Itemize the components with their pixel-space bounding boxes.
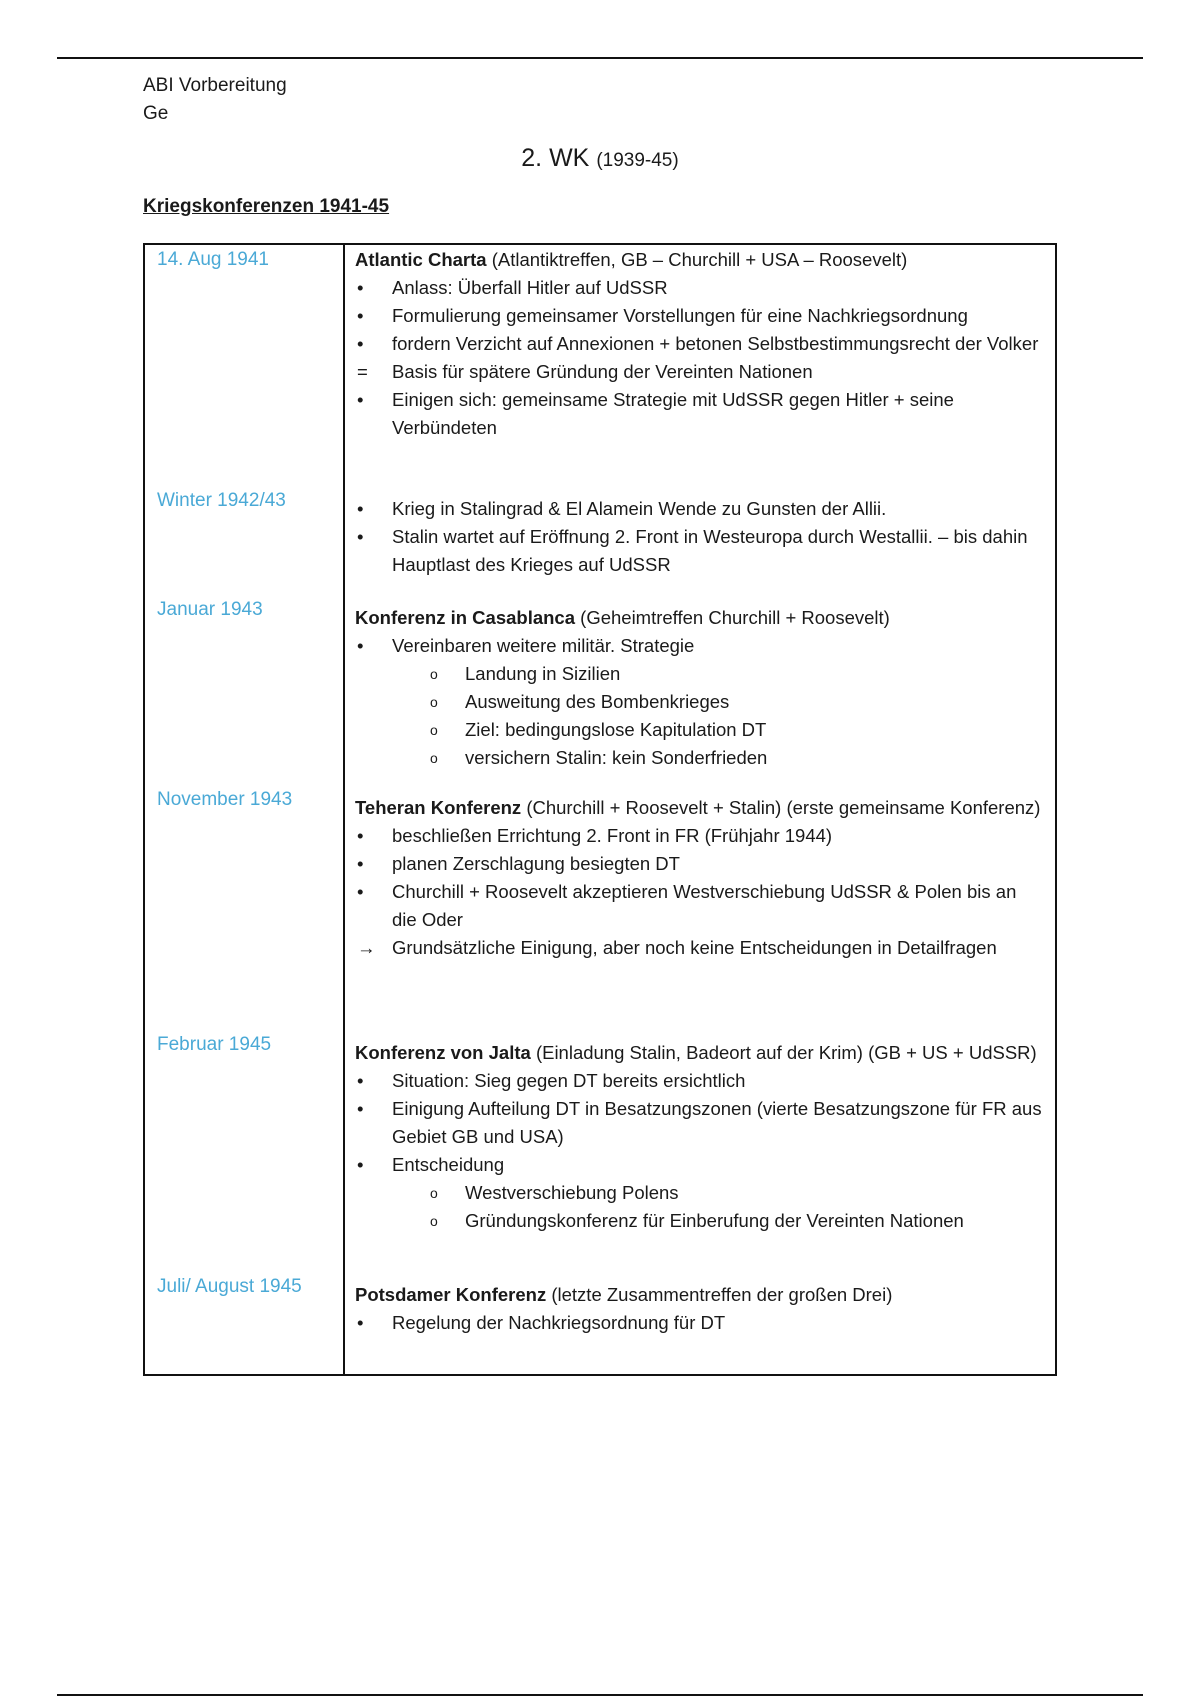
entry-content [355, 495, 1045, 579]
circle-bullet-mark: o [430, 722, 438, 738]
entry-title: Konferenz von Jalta [355, 1042, 531, 1063]
equals-mark: = [357, 361, 368, 382]
entry-heading-note: (letzte Zusammentreffen der großen Drei) [551, 1284, 893, 1305]
sub-list-item [355, 688, 1045, 716]
list-item-text: Basis für spätere Gründung der Vereinten Nationen [392, 361, 813, 382]
list-item [355, 302, 1045, 330]
sub-list-item-text: Ausweitung des Bombenkrieges [465, 691, 730, 712]
list-item [355, 523, 1045, 579]
list-item [355, 822, 1045, 850]
list-item [355, 1095, 1045, 1151]
list-item [355, 330, 1045, 358]
circle-bullet-mark: o [430, 666, 438, 682]
entry-content [355, 794, 1045, 962]
bullet-mark: • [357, 305, 364, 326]
sub-list-item [355, 1207, 1045, 1235]
entry-heading-note: (Atlantiktreffen, GB – Churchill + USA – Roosevelt) [491, 249, 908, 270]
bullet-mark: • [357, 1154, 364, 1175]
bullet-mark: • [357, 853, 364, 874]
entry-date: Juli/ August 1945 [157, 1276, 302, 1297]
list-item [355, 632, 1045, 660]
section-heading: Kriegskonferenzen 1941-45 [143, 196, 390, 217]
bullet-mark: • [357, 1098, 364, 1119]
entry-content [355, 1281, 1045, 1337]
sub-list-item-text: Gründungskonferenz für Einberufung der Vereinten Nationen [465, 1210, 964, 1231]
list-item-text: beschließen Errichtung 2. Front in FR (Frühjahr 1944) [392, 825, 833, 846]
list-item-text: Vereinbaren weitere militär. Strategie [392, 635, 695, 656]
entry-date: November 1943 [157, 789, 293, 810]
bullet-mark: • [357, 881, 364, 902]
list-item [355, 495, 1045, 523]
document-header [143, 72, 287, 128]
header-line-2: Ge [143, 103, 169, 124]
entry-heading [355, 604, 1045, 632]
list-item [355, 1309, 1045, 1337]
list-item-text: planen Zerschlagung besiegten DT [392, 853, 680, 874]
top-rule [57, 57, 1143, 59]
entry-heading-note: (Geheimtreffen Churchill + Roosevelt) [580, 607, 890, 628]
list-item [355, 878, 1045, 934]
bullet-mark: • [357, 635, 364, 656]
bottom-rule [57, 1694, 1143, 1696]
sub-list-item-text: versichern Stalin: kein Sonderfrieden [465, 747, 768, 768]
bullet-mark: • [357, 1070, 364, 1091]
entry-date: Januar 1943 [157, 599, 263, 620]
list-item [355, 386, 1045, 442]
list-item [355, 274, 1045, 302]
header-line-1: ABI Vorbereitung [143, 75, 287, 96]
list-item-text: Formulierung gemeinsamer Vorstellungen für eine Nachkriegsordnung [392, 305, 968, 326]
list-item-text: fordern Verzicht auf Annexionen + betonen Selbstbestimmungsrecht der Volker [392, 333, 1039, 354]
bullet-mark: • [357, 389, 364, 410]
list-item-text: Situation: Sieg gegen DT bereits ersichtlich [392, 1070, 746, 1091]
entry-content [355, 246, 1045, 442]
sub-list-item [355, 716, 1045, 744]
entry-title: Potsdamer Konferenz [355, 1284, 547, 1305]
list-item-text: Einigen sich: gemeinsame Strategie mit UdSSR gegen Hitler + seine Verbündeten [392, 389, 954, 438]
conference-timeline-table [143, 243, 1057, 1376]
entry-title: Konferenz in Casablanca [355, 607, 576, 628]
bullet-mark: • [357, 277, 364, 298]
list-item [355, 934, 1045, 962]
arrow-right-icon: → [357, 937, 376, 958]
list-item [355, 1151, 1045, 1179]
sub-list-item-text: Landung in Sizilien [465, 663, 621, 684]
list-item-text: Regelung der Nachkriegsordnung für DT [392, 1312, 726, 1333]
list-item-text: Churchill + Roosevelt akzeptieren Westverschiebung UdSSR & Polen bis an die Oder [392, 881, 1017, 930]
entry-heading [355, 1281, 1045, 1309]
entry-content [355, 604, 1045, 772]
sub-list-item [355, 1179, 1045, 1207]
sub-list-item [355, 660, 1045, 688]
bullet-mark: • [357, 526, 364, 547]
sub-list-item-text: Ziel: bedingungslose Kapitulation DT [465, 719, 767, 740]
bullet-mark: • [357, 333, 364, 354]
bullet-mark: • [357, 1312, 364, 1333]
circle-bullet-mark: o [430, 750, 438, 766]
entry-heading-note: (Einladung Stalin, Badeort auf der Krim) (GB + US + UdSSR) [535, 1042, 1037, 1063]
entry-title: Atlantic Charta [355, 249, 487, 270]
entry-content [355, 1039, 1045, 1235]
list-item-text: Entscheidung [392, 1154, 505, 1175]
entry-heading [355, 1039, 1045, 1067]
entry-date: 14. Aug 1941 [157, 249, 269, 270]
title-years: (1939-45) [596, 150, 679, 171]
entry-heading [355, 794, 1045, 822]
list-item-text: Anlass: Überfall Hitler auf UdSSR [392, 277, 668, 298]
entry-heading [355, 246, 1045, 274]
list-item [355, 850, 1045, 878]
sub-list-item [355, 744, 1045, 772]
list-item [355, 1067, 1045, 1095]
circle-bullet-mark: o [430, 1213, 438, 1229]
bullet-mark: • [357, 825, 364, 846]
entry-heading-note: (Churchill + Roosevelt + Stalin) (erste gemeinsame Konferenz) [526, 797, 1041, 818]
list-item-text: Stalin wartet auf Eröffnung 2. Front in Westeuropa durch Westallii. – bis dahin Hauptlast des Krieges auf UdSSR [392, 526, 1028, 575]
list-item-text: Grundsätzliche Einigung, aber noch keine Entscheidungen in Detailfragen [392, 937, 997, 958]
list-item-text: Einigung Aufteilung DT in Besatzungszonen (vierte Besatzungszone für FR aus Gebiet GB und USA) [392, 1098, 1042, 1147]
sub-list-item-text: Westverschiebung Polens [465, 1182, 679, 1203]
entry-title: Teheran Konferenz [355, 797, 522, 818]
list-item [355, 358, 1045, 386]
circle-bullet-mark: o [430, 1185, 438, 1201]
entry-date: Februar 1945 [157, 1034, 272, 1055]
circle-bullet-mark: o [430, 694, 438, 710]
title-main: 2. WK [521, 144, 590, 172]
bullet-mark: • [357, 498, 364, 519]
list-item-text: Krieg in Stalingrad & El Alamein Wende zu Gunsten der Allii. [392, 498, 887, 519]
column-divider [343, 245, 345, 1374]
page-title [0, 144, 1200, 173]
entry-date: Winter 1942/43 [157, 490, 286, 511]
